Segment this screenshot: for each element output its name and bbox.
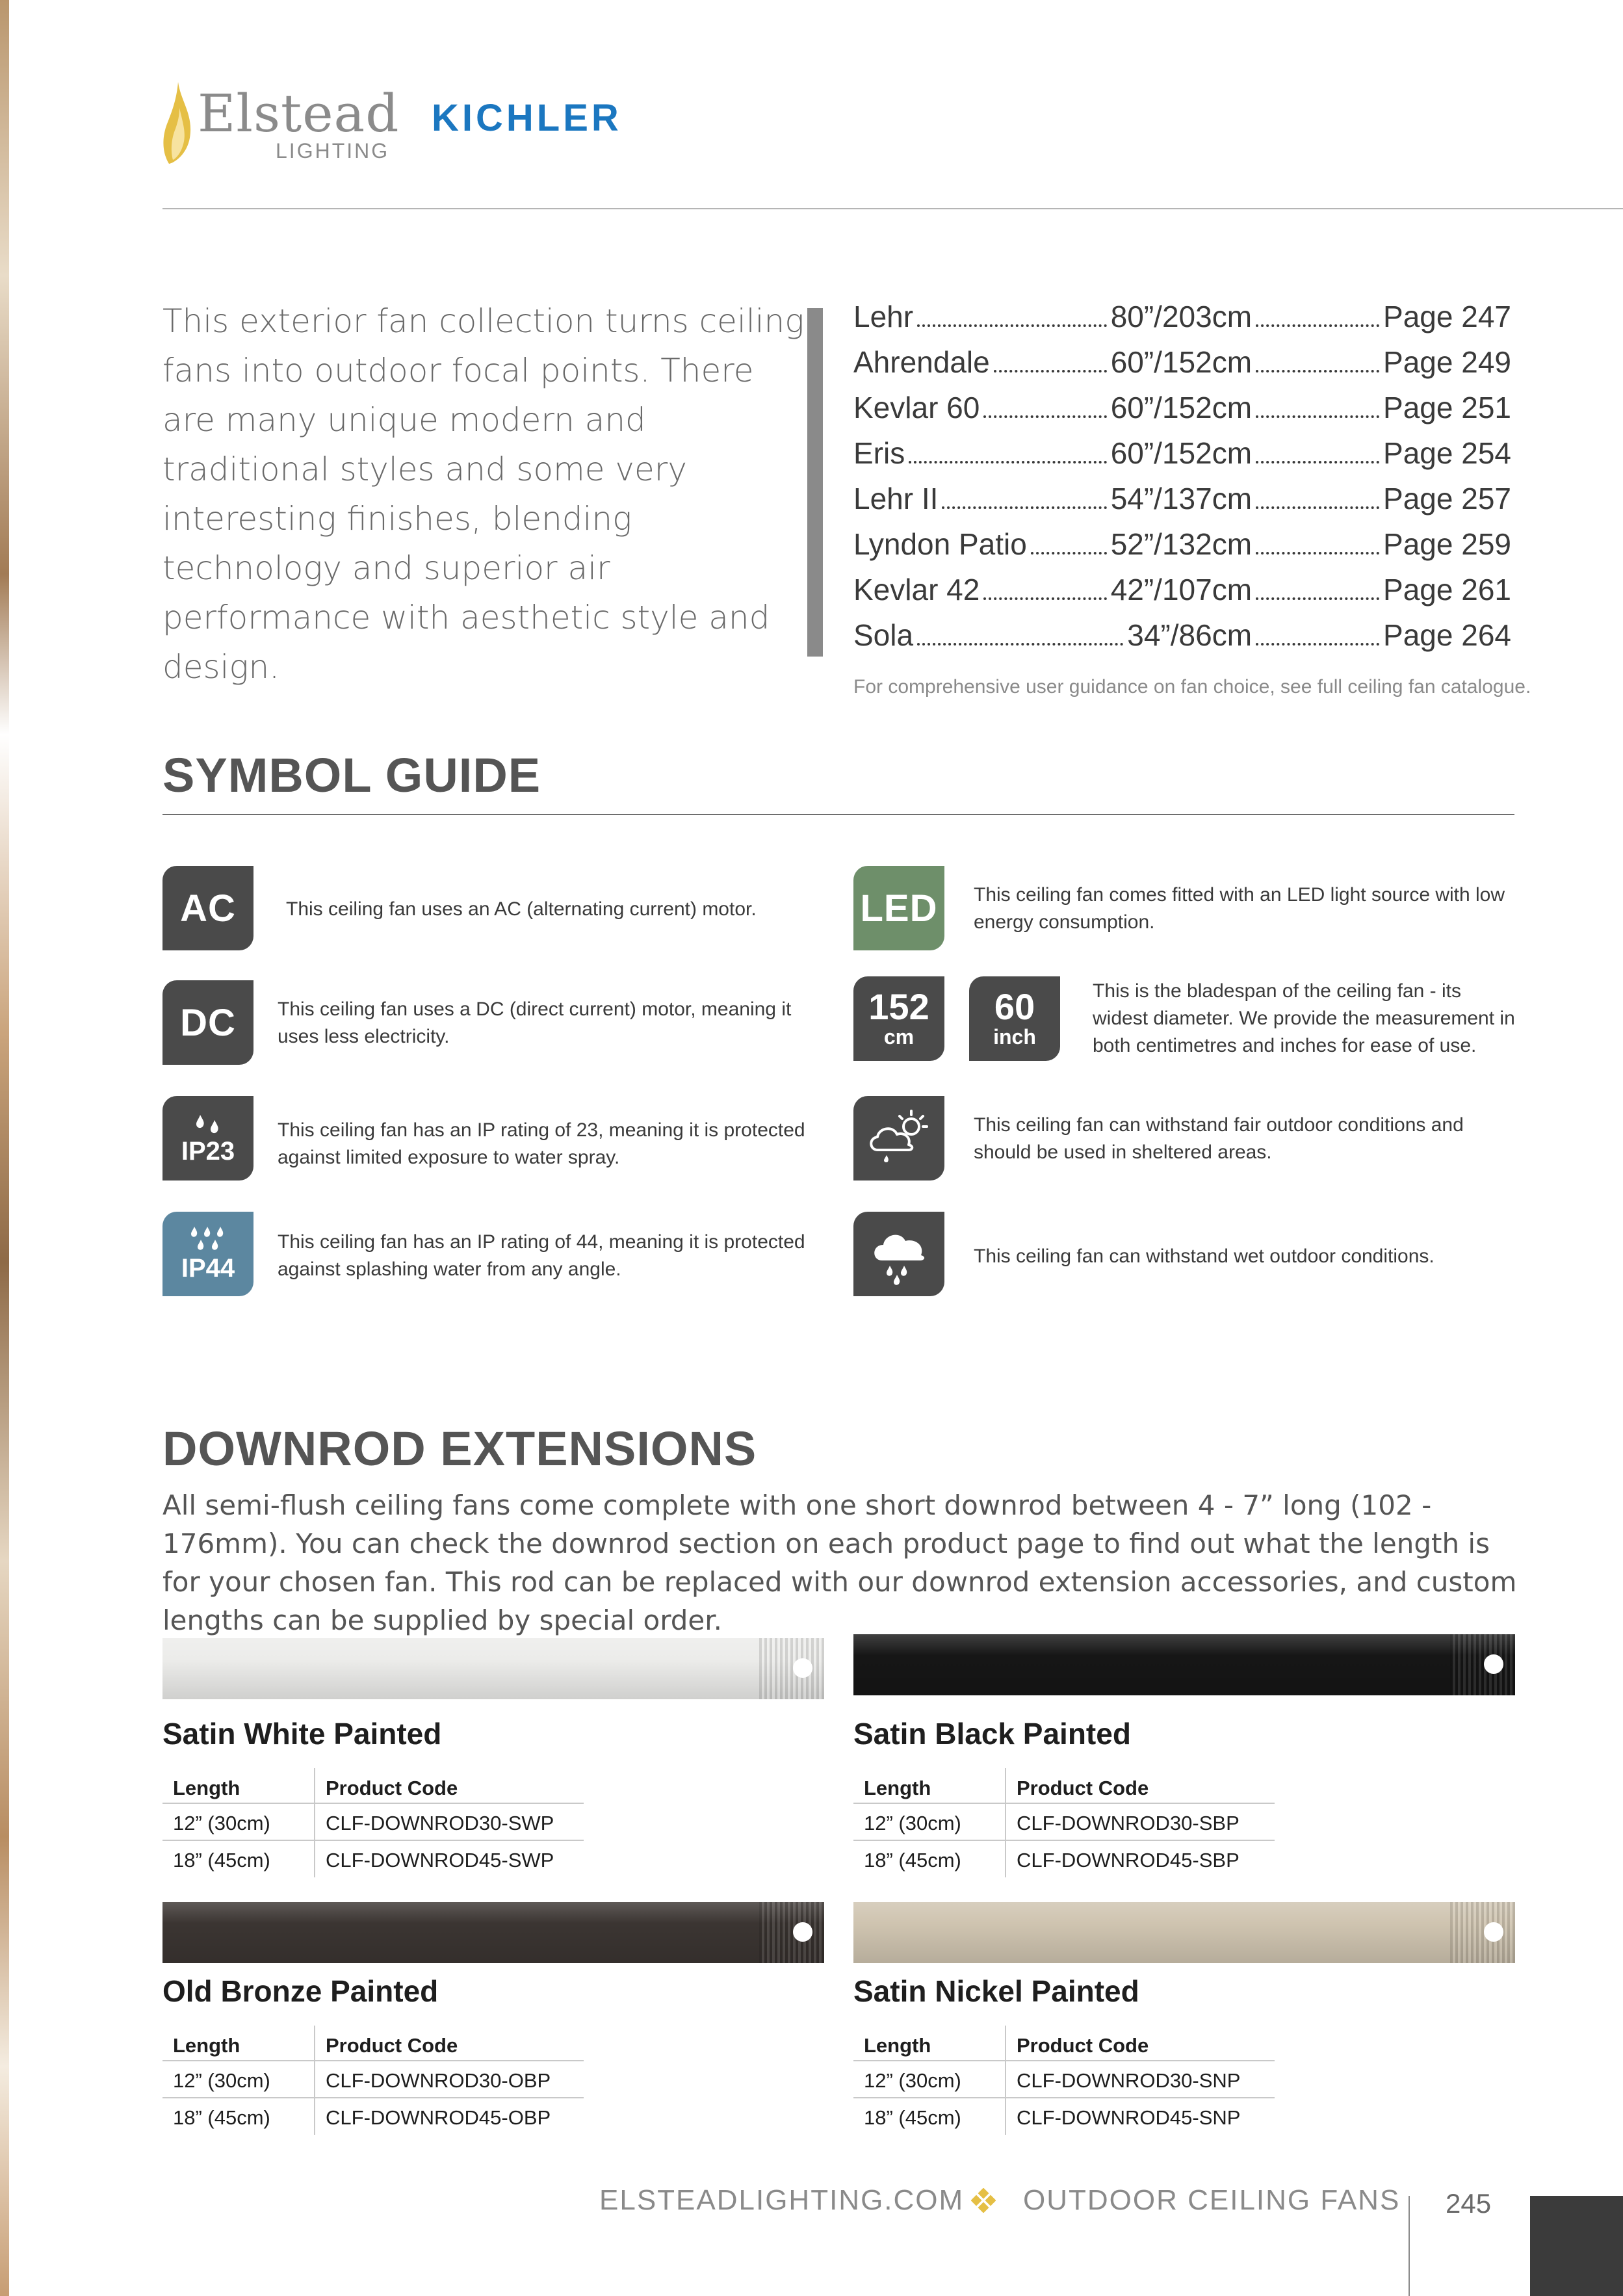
toc-fan-size: 60”/152cm <box>1110 345 1253 379</box>
table-row <box>162 2061 584 2098</box>
toc-fan-name: Sola <box>853 618 914 652</box>
finish-title: Satin Nickel Painted <box>853 1974 1139 2008</box>
ip44-label: IP44 <box>181 1254 235 1283</box>
product-code-cell: CLF-DOWNROD45-SNP <box>1006 2098 1275 2135</box>
led-icon: LED <box>853 866 944 950</box>
product-code-table <box>162 1768 584 1877</box>
table-row <box>853 1840 1275 1877</box>
table-row <box>162 2098 584 2135</box>
finish-title: Old Bronze Painted <box>162 1974 439 2008</box>
footer-corner-block <box>1530 2196 1623 2296</box>
toc-fan-name: Kevlar 42 <box>853 573 980 607</box>
ip44-icon <box>162 1212 253 1296</box>
toc-footnote: For comprehensive user guidance on fan choice, see full ceiling fan catalogue. <box>853 676 1531 698</box>
water-drops-icon <box>188 1111 227 1137</box>
product-code-cell: CLF-DOWNROD45-SBP <box>1006 1840 1275 1877</box>
footer-website[interactable]: ELSTEADLIGHTING.COM <box>599 2184 965 2216</box>
symbol-bladespan-text: This is the bladespan of the ceiling fan - its widest diameter. We provide the measurement in both centimetres and inches for ease of use. <box>1093 980 1515 1056</box>
table-row <box>162 1840 584 1877</box>
symbol-led-text: This ceiling fan comes fitted with an LED light source with low energy consumption. <box>974 884 1505 933</box>
col-length-header: Length <box>853 2026 1006 2061</box>
table-row <box>853 2098 1275 2135</box>
toc-fan-name: Lehr II <box>853 482 939 515</box>
bladespan-inch-icon <box>969 976 1060 1061</box>
table-header-row <box>853 2026 1275 2061</box>
toc-row[interactable] <box>853 345 1511 390</box>
product-code-cell: CLF-DOWNROD45-SWP <box>315 1840 584 1877</box>
symbol-ip44-text: This ceiling fan has an IP rating of 44, meaning it is protected against splashing water from any angle. <box>278 1231 805 1280</box>
water-drops-icon <box>185 1225 231 1254</box>
length-cell: 18” (45cm) <box>162 2098 315 2135</box>
toc-fan-name: Kevlar 60 <box>853 391 980 424</box>
page-edge-strip <box>0 0 9 2296</box>
toc-fan-size: 60”/152cm <box>1110 436 1253 470</box>
toc-page-ref: Page 249 <box>1383 345 1511 379</box>
toc-fan-size: 42”/107cm <box>1110 573 1253 607</box>
col-length-header: Length <box>162 1768 315 1803</box>
elstead-subtitle: LIGHTING <box>276 139 390 163</box>
table-header-row <box>162 2026 584 2061</box>
product-code-table <box>853 2026 1275 2135</box>
product-code-cell: CLF-DOWNROD30-SWP <box>315 1803 584 1840</box>
ip23-label: IP23 <box>181 1137 235 1166</box>
fan-index <box>853 299 1511 663</box>
symbol-ac-text: This ceiling fan uses an AC (alternating current) motor. <box>286 898 757 920</box>
length-cell: 18” (45cm) <box>162 1840 315 1877</box>
table-row <box>853 1803 1275 1840</box>
col-code-header: Product Code <box>1017 2033 1149 2057</box>
length-cell: 18” (45cm) <box>853 2098 1006 2135</box>
col-code-header: Product Code <box>326 1776 458 1799</box>
length-cell: 12” (30cm) <box>162 2061 315 2098</box>
diamond-ornament-icon <box>971 2188 996 2213</box>
ac-icon: AC <box>162 866 253 950</box>
symbol-guide-title: SYMBOL GUIDE <box>162 748 541 802</box>
downrod-image-satin-nickel <box>853 1902 1515 1963</box>
wet-weather-icon <box>853 1212 944 1296</box>
product-code-table <box>162 2026 584 2135</box>
finish-title: Satin Black Painted <box>853 1717 1131 1751</box>
length-cell: 12” (30cm) <box>853 1803 1006 1840</box>
toc-fan-size: 52”/132cm <box>1110 527 1253 561</box>
table-row <box>162 1803 584 1840</box>
bladespan-cm-value: 152 <box>868 986 929 1027</box>
product-code-table <box>853 1768 1275 1877</box>
page-number: 245 <box>1446 2188 1492 2219</box>
elstead-wordmark: Elstead <box>198 83 400 144</box>
toc-row[interactable] <box>853 299 1511 345</box>
toc-fan-name: Lyndon Patio <box>853 527 1027 561</box>
fair-weather-icon <box>853 1096 944 1181</box>
toc-row[interactable] <box>853 436 1511 481</box>
ip23-icon <box>162 1096 253 1181</box>
toc-page-ref: Page 259 <box>1383 527 1511 561</box>
toc-fan-size: 34”/86cm <box>1127 618 1253 652</box>
product-code-cell: CLF-DOWNROD45-OBP <box>315 2098 584 2135</box>
symbol-guide-divider <box>162 814 1514 815</box>
toc-fan-name: Ahrendale <box>853 345 990 379</box>
toc-row[interactable] <box>853 572 1511 618</box>
downrod-title: DOWNROD EXTENSIONS <box>162 1422 757 1476</box>
downrod-image-satin-black <box>853 1634 1515 1695</box>
product-code-cell: CLF-DOWNROD30-SNP <box>1006 2061 1275 2098</box>
toc-fan-size: 54”/137cm <box>1110 482 1253 515</box>
elstead-logo <box>161 82 400 166</box>
kichler-logo: KICHLER <box>432 97 622 139</box>
downrod-image-satin-white <box>162 1638 824 1699</box>
footer-section-name: OUTDOOR CEILING FANS <box>1023 2184 1401 2216</box>
symbol-wet-weather-text: This ceiling fan can withstand wet outdoor conditions. <box>974 1246 1435 1267</box>
toc-fan-size: 80”/203cm <box>1110 300 1253 333</box>
product-code-cell: CLF-DOWNROD30-OBP <box>315 2061 584 2098</box>
toc-page-ref: Page 257 <box>1383 482 1511 515</box>
dc-icon: DC <box>162 980 253 1065</box>
toc-fan-name: Eris <box>853 436 905 470</box>
symbol-ip23-text: This ceiling fan has an IP rating of 23, meaning it is protected against limited exposure to water spray. <box>278 1119 805 1168</box>
col-code-header: Product Code <box>326 2033 458 2057</box>
cloud-sun-rain-icon <box>863 1107 935 1169</box>
table-header-row <box>853 1768 1275 1803</box>
toc-page-ref: Page 247 <box>1383 300 1511 333</box>
cloud-rain-icon <box>866 1223 931 1285</box>
col-length-header: Length <box>162 2026 315 2061</box>
toc-fan-size: 60”/152cm <box>1110 391 1253 424</box>
table-header-row <box>162 1768 584 1803</box>
downrod-intro: All semi-flush ceiling fans come complete with one short downrod between 4 - 7” long (102 - 176mm). You can check the downrod section on each product page to find out what the length is for your chosen fan. This rod can be replaced with our downrod extension accessories, and custom lengths can be supplied by special order. <box>162 1489 1517 1636</box>
toc-page-ref: Page 254 <box>1383 436 1511 470</box>
intro-paragraph: This exterior fan collection turns ceiling fans into outdoor focal points. There are many unique modern and traditional styles and some very interesting finishes, blending technology and superior air performance with aesthetic style and design. <box>162 302 805 686</box>
toc-row[interactable] <box>853 618 1511 663</box>
length-cell: 18” (45cm) <box>853 1840 1006 1877</box>
symbol-fair-weather-text: This ceiling fan can withstand fair outdoor conditions and should be used in sheltered areas. <box>974 1114 1464 1163</box>
symbol-dc-text: This ceiling fan uses a DC (direct current) motor, meaning it uses less electricity. <box>278 998 792 1047</box>
bladespan-inch-unit: inch <box>993 1025 1036 1049</box>
length-cell: 12” (30cm) <box>162 1803 315 1840</box>
flame-icon <box>161 82 194 164</box>
downrod-image-old-bronze <box>162 1902 824 1963</box>
table-row <box>853 2061 1275 2098</box>
header-divider <box>162 208 1623 209</box>
col-code-header: Product Code <box>1017 1776 1149 1799</box>
col-length-header: Length <box>853 1768 1006 1803</box>
toc-fan-name: Lehr <box>853 300 914 333</box>
toc-row[interactable] <box>853 527 1511 572</box>
bladespan-cm-unit: cm <box>883 1025 915 1049</box>
length-cell: 12” (30cm) <box>853 2061 1006 2098</box>
footer-divider <box>1409 2196 1410 2296</box>
toc-page-ref: Page 251 <box>1383 391 1511 424</box>
toc-page-ref: Page 261 <box>1383 573 1511 607</box>
toc-page-ref: Page 264 <box>1383 618 1511 652</box>
finish-title: Satin White Painted <box>162 1717 442 1751</box>
bladespan-cm-icon <box>853 976 944 1061</box>
bladespan-inch-value: 60 <box>994 986 1035 1027</box>
toc-row[interactable] <box>853 481 1511 527</box>
toc-accent-bar <box>807 308 823 657</box>
product-code-cell: CLF-DOWNROD30-SBP <box>1006 1803 1275 1840</box>
toc-row[interactable] <box>853 390 1511 436</box>
